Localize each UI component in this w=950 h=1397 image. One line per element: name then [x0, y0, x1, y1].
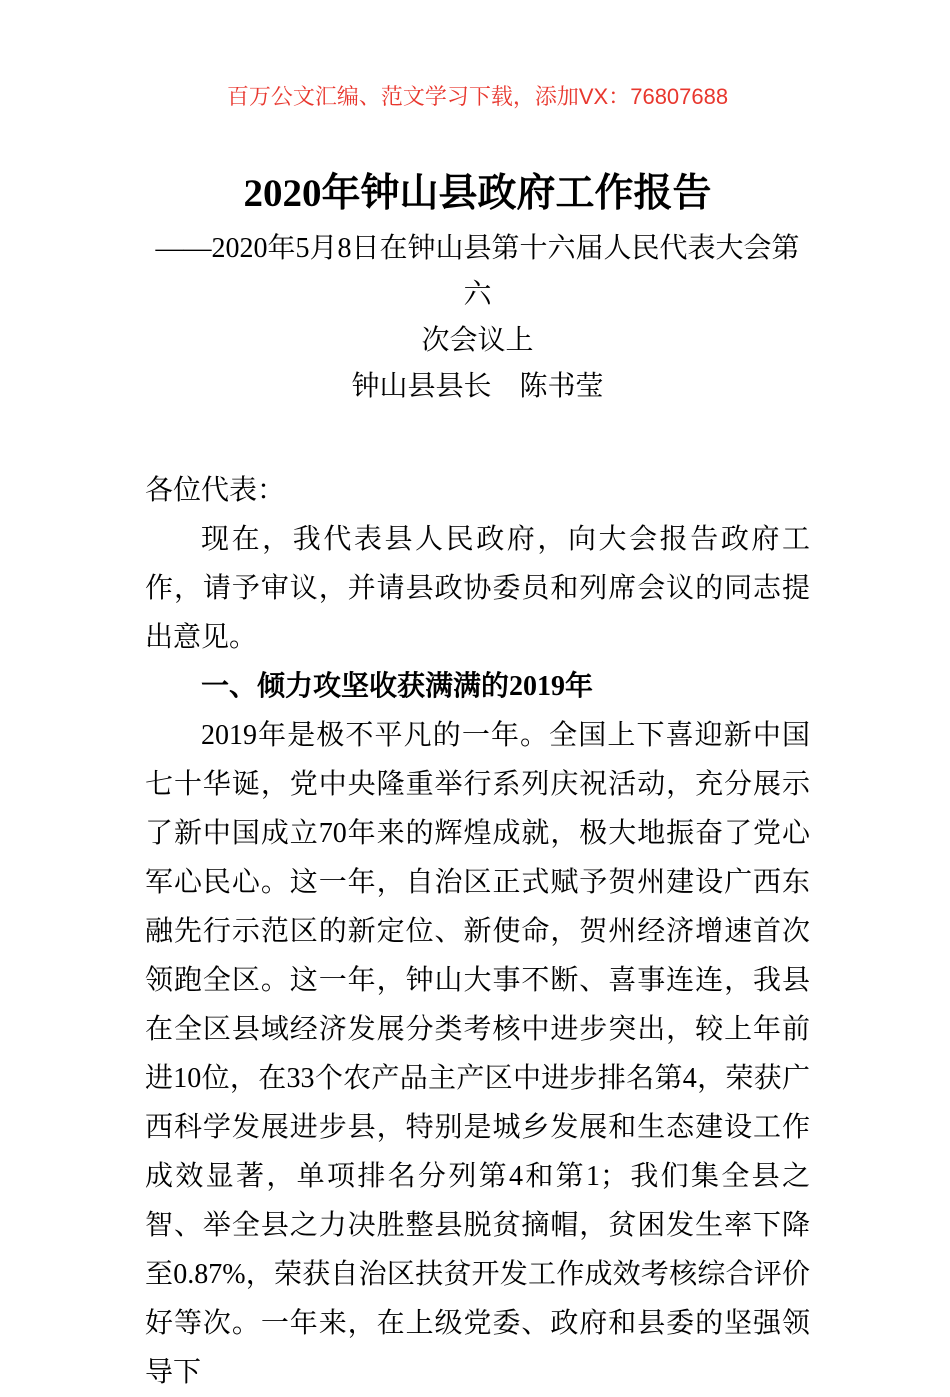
report-body: [145, 466, 810, 1397]
report-subtitle-line-1: ——2020年5月8日在钟山县第十六届人民代表大会第六: [155, 233, 800, 310]
paragraph-intro: 现在，我代表县人民政府，向大会报告政府工作，请予审议，并请县政协委员和列席会议的同志提出意见。: [145, 524, 810, 653]
salutation: 各位代表：: [145, 475, 286, 506]
report-title: 2020年钟山县政府工作报告: [243, 172, 712, 215]
report-subtitle: [145, 226, 810, 410]
report-byline: 钟山县县长 陈书莹: [351, 371, 604, 402]
promo-banner: 百万公文汇编、范文学习下载，添加VX：76807688: [226, 84, 729, 109]
section-heading-1: 一、倾力攻坚收获满满的2019年: [201, 671, 594, 702]
report-subtitle-line-2: 次会议上: [421, 325, 534, 356]
paragraph-2019-review: 2019年是极不平凡的一年。全国上下喜迎新中国七十华诞，党中央隆重举行系列庆祝活动，充分展示了新中国成立70年来的辉煌成就，极大地振奋了党心军心民心。这一年，自治区正式赋予贺州建设广西东融先行示范区的新定位、新使命，贺州经济增速首次领跑全区。这一年，钟山大事不断、喜事连连，我县在全区县域经济发展分类考核中进步突出，较上年前进10位，在33个农产品主产区中进步排名第4，荣获广西科学发展进步县，特别是城乡发展和生态建设工作成效显著，单项排名分列第4和第1；我们集全县之智、举全县之力决胜整县脱贫摘帽，贫困发生率下降至0.87%，荣获自治区扶贫开发工作成效考核综合评价好等次。一年来，在上级党委、政府和县委的坚强领导下: [145, 720, 810, 1388]
